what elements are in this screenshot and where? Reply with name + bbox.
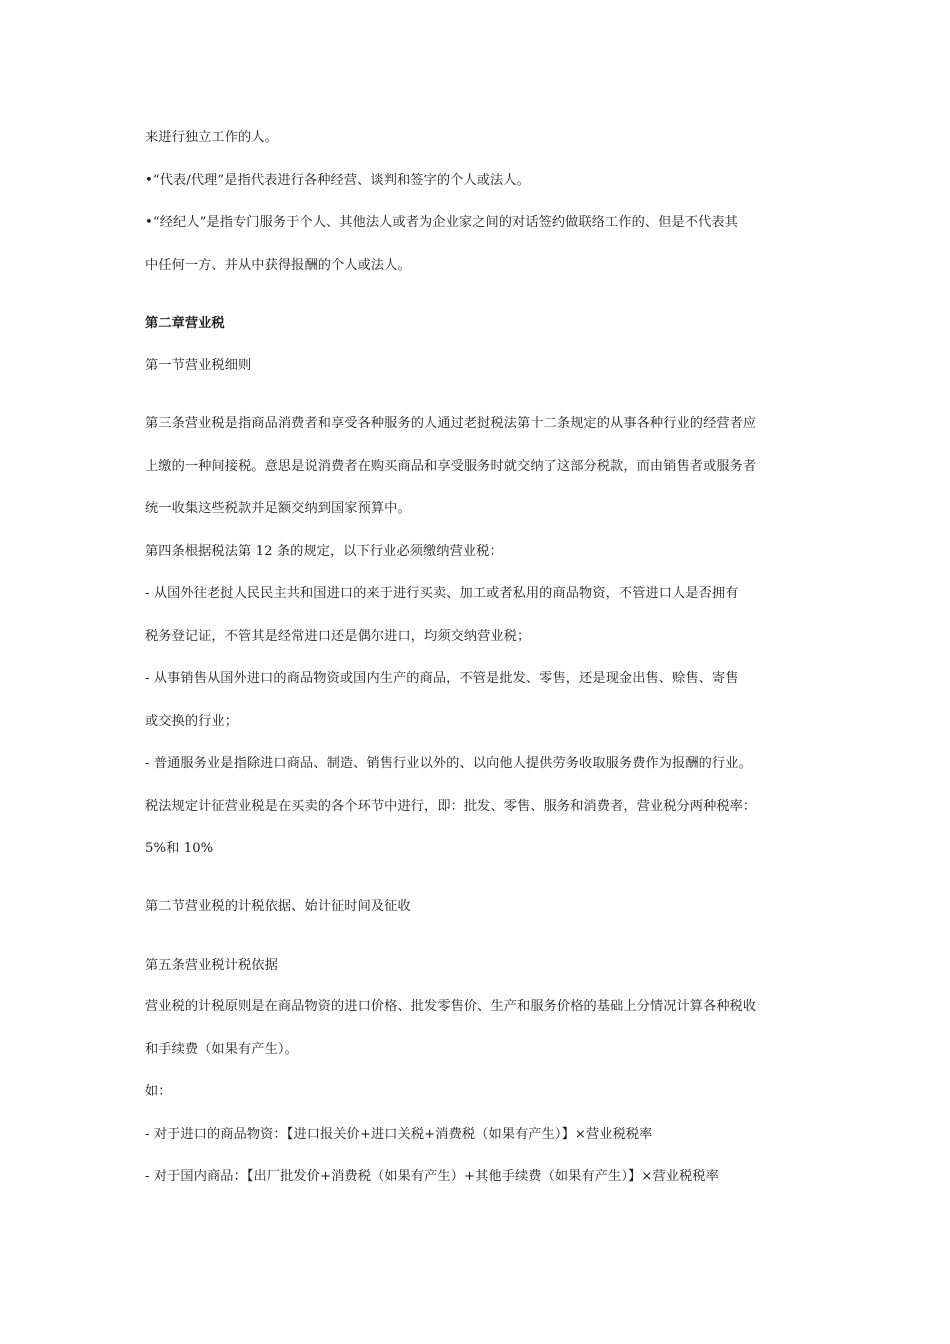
section-heading: 第二节营业税的计税依据、始计征时间及征收 (145, 899, 411, 914)
article-heading: 第五条营业税计税依据 (145, 958, 278, 973)
paragraph-line: 第四条根据税法第 12 条的规定，以下行业必须缴纳营业税： (145, 544, 503, 559)
paragraph-line: 中任何一方、并从中获得报酬的个人或法人。 (145, 258, 411, 273)
paragraph-line: 和手续费（如果有产生）。 (145, 1042, 298, 1057)
dash-item-line: - 普通服务业是指除进口商品、制造、销售行业以外的、以向他人提供劳务收取服务费作为报酬的行业。 (145, 756, 752, 771)
paragraph-line: 或交换的行业； (145, 714, 239, 729)
paragraph-line: 统一收集这些税款并足额交纳到国家预算中。 (145, 501, 411, 516)
paragraph-line: 来进行独立工作的人。 (145, 130, 278, 145)
paragraph-line: 第三条营业税是指商品消费者和享受各种服务的人通过老挝税法第十二条规定的从事各种行业的经营者应 (145, 416, 757, 431)
paragraph-line: 上缴的一种间接税。意思是说消费者在购买商品和享受服务时就交纳了这部分税款，而由销售者或服务者 (145, 459, 757, 474)
paragraph-line: 税务登记证，不管其是经常进口还是偶尔进口，均须交纳营业税； (145, 629, 531, 644)
paragraph-line: 营业税的计税原则是在商品物资的进口价格、批发零售价、生产和服务价格的基础上分情况计算各种税收 (145, 999, 757, 1014)
dash-item-line: - 从事销售从国外进口的商品物资或国内生产的商品，不管是批发、零售，还是现金出售、赊售、寄售 (145, 671, 739, 686)
section-heading: 第一节营业税细则 (145, 358, 252, 373)
bullet-line-agent: •“代表/代理”是指代表进行各种经营、谈判和签字的个人或法人。 (145, 173, 530, 188)
chapter-heading: 第二章营业税 (145, 316, 225, 331)
paragraph-line: 如： (145, 1084, 172, 1099)
dash-item-line: - 对于进口的商品物资：【进口报关价+进口关税+消费税（如果有产生）】×营业税税率 (145, 1127, 653, 1142)
paragraph-line: 税法规定计征营业税是在买卖的各个环节中进行，即：批发、零售、服务和消费者，营业税分两种税率： (145, 799, 757, 814)
dash-item-line: - 从国外往老挝人民民主共和国进口的来于进行买卖、加工或者私用的商品物资，不管进口人是否拥有 (145, 586, 739, 601)
paragraph-line: 5%和 10% (145, 841, 214, 856)
dash-item-line: - 对于国内商品：【出厂批发价+消费税（如果有产生）+其他手续费（如果有产生）】×营业税税率 (145, 1169, 719, 1184)
bullet-line-broker: •“经纪人”是指专门服务于个人、其他法人或者为企业家之间的对话签约做联络工作的、但是不代表其 (145, 215, 738, 230)
